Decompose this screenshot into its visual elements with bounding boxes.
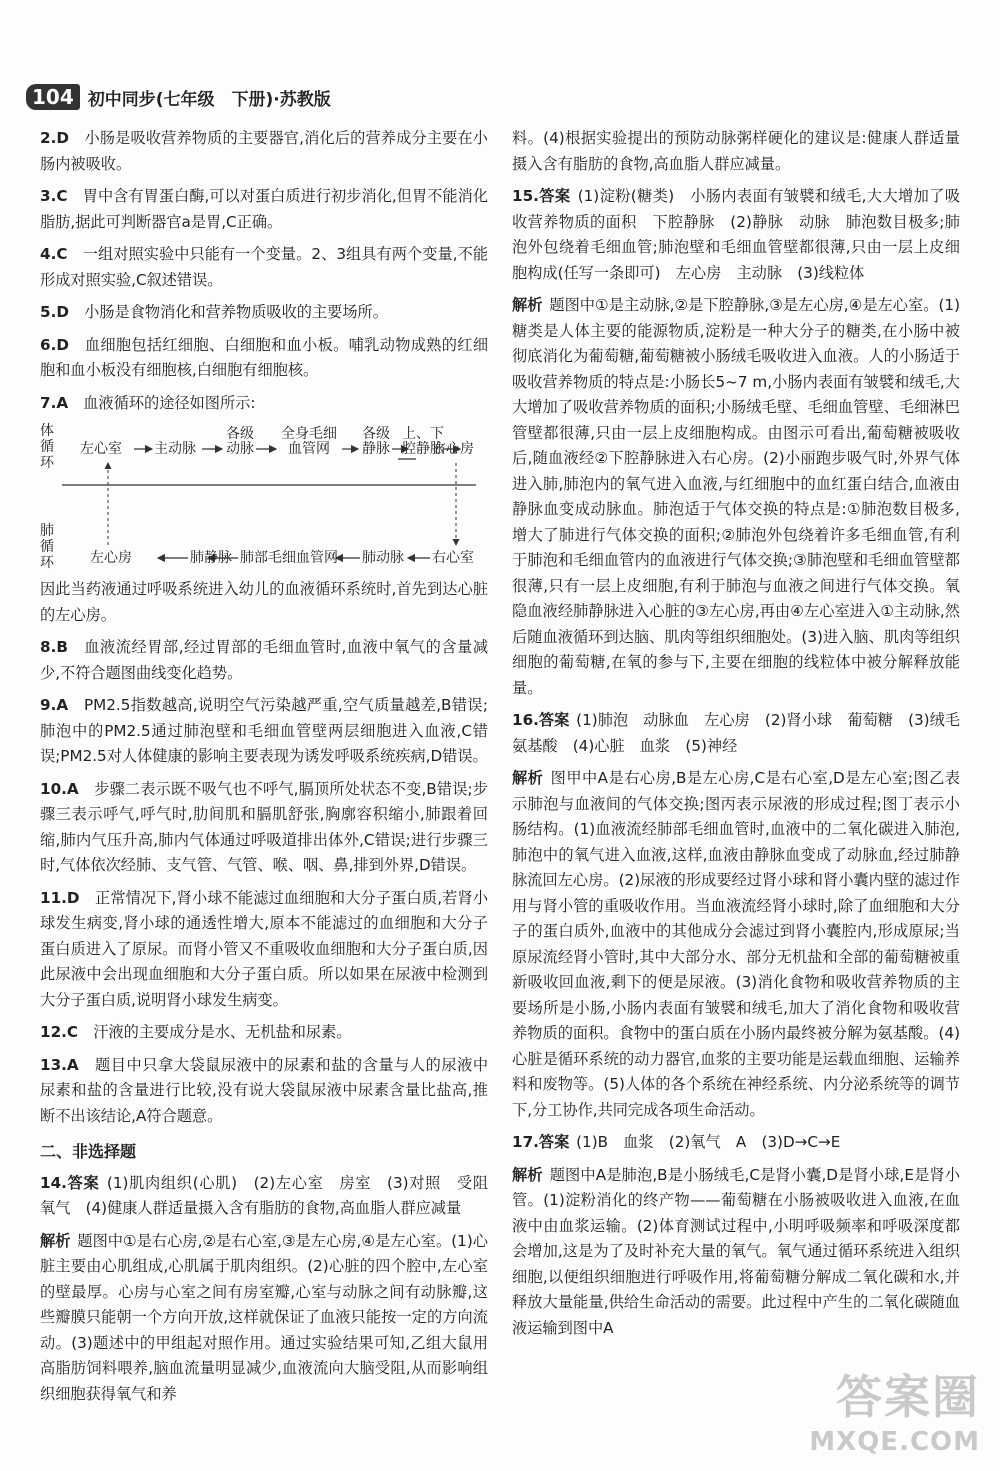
answer-label: 答案 [538,1133,570,1151]
answer-label: 答案 [538,711,570,729]
answer-item [40,300,488,326]
answer-item [40,242,488,293]
question-number: 17. [512,1133,539,1151]
answer-text: 因此当药液通过呼吸系统进入幼儿的血液循环系统时,首先到达心脏的左心房。 [40,580,488,624]
answer-item [40,577,488,628]
page-header [26,84,331,110]
analysis-text: 题图中①是右心房,②是右心室,③是左心房,④是左心室。(1)心脏主要由心肌组成,心肌属于肌肉组织。(2)心脏的四个腔中,左心室的壁最厚。心房与心室之间有房室瓣,心室与动脉之间有动脉瓣,这些瓣膜只能朝一个方向开放,这样就保证了血液只能按一定的方向流动。(3)题述中的甲组起对照作用。通过实验结果可知,乙组大鼠用高脂肪饲料喂养,脑血流量明显减少,血液流向大脑受阻,从而影响组织细胞获得氧气和养 [40,1231,488,1403]
answer-item [40,693,488,770]
answer-text: 小肠是吸收营养物质的主要器官,消化后的营养成分主要在小肠内被吸收。 [40,129,488,173]
site-watermark [809,1361,980,1457]
answer-text: 正常情况下,肾小球不能滤过血细胞和大分子蛋白质,若肾小球发生病变,肾小球的通透性增大,原本不能滤过的血细胞和大分子蛋白质进入了原尿。而肾小管又不重吸收血细胞和大分子蛋白质,因此尿液中会出现血细胞和大分子蛋白质。所以如果在尿液中检测到大分子蛋白质,说明肾小球发生病变。 [40,888,489,1009]
answer-text: 小肠是食物消化和营养物质吸收的主要场所。 [84,303,388,321]
pulmonary-circulation-label: 肺循环 [40,523,54,571]
question-number: 8.B [40,638,68,656]
question-number: 2.D [40,129,69,147]
left-column [40,126,504,1414]
blood-circulation-diagram [40,423,488,573]
question-number: 16. [512,711,539,729]
answer-text: 一组对照实验中只能有一个变量。2、3组具有两个变量,不能形成对照实验,C叙述错误。 [40,245,489,289]
answer-text: (1)B 血浆 (2)氧气 A (3)D→C→E [576,1133,841,1151]
node-left-atrium: 左心房 [90,550,132,566]
node-vena-cava: 上、下腔静脉 [402,426,444,457]
question-number: 10.A [40,779,79,798]
answer-text: 汗液的主要成分是水、无机盐和尿素。 [93,1023,352,1041]
section-title: 二、非选择题 [40,1142,137,1161]
node-right-atrium: 右心房 [432,441,474,457]
question-number: 9.A [40,696,69,714]
watermark-logo-text: 答案圈 [836,1370,980,1424]
answer-text: 血细胞包括红细胞、白细胞和血小板。哺乳动物成熟的红细胞和血小板没有细胞核,白细胞有细胞核。 [40,335,489,379]
answer-text: 题目中只拿大袋鼠尿液中的尿素和盐的含量与人的尿液中尿素和盐的含量进行比较,没有说大袋鼠尿液中尿素含量比盐高,推断不出该结论,A符合题意。 [40,1055,489,1125]
analysis-label: 解析 [40,1231,71,1250]
watermark-url: MXQE.COM [809,1427,980,1457]
answer-text: 血液循环的途径如图所示: [83,393,256,412]
node-left-ventricle: 左心室 [80,441,122,457]
answer-text: 胃中含有胃蛋白酶,可以对蛋白质进行初步消化,但胃不能消化脂肪,据此可判断器官a是胃,C正确。 [40,187,489,231]
answer-item [40,886,488,1014]
analysis-16 [512,766,960,1123]
question-15 [512,184,960,286]
node-lung-capillaries: 肺部毛细血管网 [240,550,338,566]
node-body-capillaries: 全身毛细血管网 [281,426,337,457]
question-number: 13.A [40,1055,79,1074]
question-number: 4.C [40,245,68,263]
answer-label: 答案 [538,187,571,205]
answer-item [40,1020,488,1046]
node-arteries: 各级动脉 [226,426,254,457]
answer-item [40,777,488,879]
answer-text: (1)淀粉(糖类) 小肠内表面有皱襞和绒毛,大大增加了吸收营养物质的面积 下腔静脉 (2)静脉 动脉 肺泡数目极多;肺泡外包绕着毛细血管;肺泡壁和毛细血管壁都很薄,只由一层上皮细胞构成(任写一条即可) 左心房 主动脉 (3)线粒体 [512,187,961,282]
question-number: 7.A [40,393,69,412]
answer-text: 血液流经胃部,经过胃部的毛细血管时,血液中氧气的含量减少,不符合题图曲线变化趋势。 [40,638,489,682]
question-number: 15. [512,187,539,205]
node-pulmonary-artery: 肺动脉 [362,550,404,566]
question-16 [512,708,976,759]
right-column [512,126,976,1348]
question-number: 3.C [40,187,68,205]
node-aorta: 主动脉 [154,441,196,457]
analysis-label: 解析 [512,1165,543,1184]
question-14-continued: 料。(4)根据实验提出的预防动脉粥样硬化的建议是:健康人群适量摄入含有脂肪的食物,高血脂人群应减量。 [512,129,960,173]
answer-item [40,391,488,417]
page-number: 104 [26,84,80,110]
analysis-text: 题图中A是肺泡,B是小肠绒毛,C是肾小囊,D是肾小球,E是肾小管。(1)淀粉消化的终产物——葡萄糖在小肠被吸收进入血液,在血液中由血浆运输。(2)体育测试过程中,小明呼吸频率和呼吸深度都会增加,这是为了及时补充大量的氧气。氧气通过循环系统进入组织细胞,以便组织细胞进行呼吸作用,将葡萄糖分解成二氧化碳和水,并释放大量能量,供给生命活动的需要。此过程中产生的二氧化碳随血液运输到图中A [512,1165,961,1337]
answer-item [40,126,488,177]
answer-text: PM2.5指数越高,说明空气污染越严重,空气质量越差,B错误;肺泡中的PM2.5通过肺泡壁和毛细血管壁两层细胞进入血液,C错误;PM2.5对人体健康的影响主要表现为诱发呼吸系统疾病,D错误。 [40,696,489,765]
answer-item [40,333,488,384]
node-veins: 各级静脉 [362,426,390,457]
book-title: 初中同步(七年级 下册)·苏教版 [87,89,331,110]
answer-item [40,1053,488,1130]
systemic-circulation-label: 体循环 [40,423,54,471]
analysis-14 [40,1229,488,1408]
question-17 [512,1130,960,1156]
question-number: 12.C [40,1023,79,1041]
analysis-text: 图甲中A是右心房,B是左心房,C是右心室,D是左心室;图乙表示肺泡与血液间的气体交换;图丙表示尿液的形成过程;图丁表示小肠结构。(1)血液流经肺部毛细血管时,血液中的二氧化碳进入肺泡,肺泡中的氧气进入血液,这样,血液由静脉血变成了动脉血,经过肺静脉流回左心房。(2)尿液的形成要经过肾小球和肾小囊内壁的滤过作用与肾小管的重吸收作用。当血液流经肾小球时,除了血细胞和大分子的蛋白质外,血液中的其他成分会滤过到肾小囊腔内,形成原尿;当原尿流经肾小管时,其中大部分水、部分无机盐和全部的葡萄糖被重新吸收回血液,剩下的便是尿液。(3)消化食物和吸收营养物质的主要场所是小肠,小肠内表面有皱襞和绒毛,加大了消化食物和吸收营养物质的面积。食物中的蛋白质在小肠内最终被分解为氨基酸。(4)心脏是循环系统的动力器官,血浆的主要功能是运载血细胞、运输养料和废物等。(5)人体的各个系统在神经系统、内分泌系统等的调节下,分工协作,共同完成各项生命活动。 [512,769,960,1119]
question-number: 11.D [40,888,80,907]
answer-list-bottom [40,577,488,1129]
node-right-ventricle: 右心室 [432,550,474,566]
analysis-label: 解析 [512,769,544,787]
answer-list-top [40,126,488,416]
answer-text: 步骤二表示既不吸气也不呼气,膈顶所处状态不变,B错误;步骤三表示呼气,呼气时,肋间肌和膈肌舒张,胸廓容积缩小,肺跟着回缩,肺内气压升高,肺内气体通过呼吸道排出体外,C错误;进行步骤三时,气体依次经肺、支气管、气管、喉、咽、鼻,排到外界,D错误。 [40,779,488,874]
question-number: 6.D [40,335,69,354]
analysis-label: 解析 [512,296,543,314]
node-pulmonary-vein: 肺静脉 [190,550,232,566]
answer-item [40,184,488,235]
answer-label: 答案 [66,1173,100,1192]
analysis-text: 题图中①是主动脉,②是下腔静脉,③是左心房,④是左心室。(1)糖类是人体主要的能源物质,淀粉是一种大分子的糖类,在小肠中被彻底消化为葡萄糖,葡萄糖被小肠绒毛吸收进入血液。人的小肠适于吸收营养物质的特点是:小肠长5~7 m,小肠内表面有皱襞和绒毛,大大增加了吸收营养物质的面积;小肠绒毛壁、毛细血管壁、毛细淋巴管壁都很薄,只由一层上皮细胞构成。由图示可看出,葡萄糖被吸收后,随血液经②下腔静脉进入右心房。(2)小丽跑步吸气时,外界气体进入肺,肺泡内的氧气进入血液,与红细胞中的血红蛋白结合,血液由静脉血变成动脉血。肺泡适于气体交换的特点是:①肺泡数目极多,增大了肺进行气体交换的面积;②肺泡外包绕着许多毛细血管,有利于肺泡和毛细血管内的血液进行气体交换;③肺泡壁和毛细血管壁都很薄,只有一层上皮细胞,有利于肺泡与血液之间进行气体交换。氧隐血液经肺静脉进入心脏的③左心房,再由④左心室进入①主动脉,然后随血液循环到达脑、肌肉等组织细胞处。(3)进入脑、肌肉等组织细胞的葡萄糖,在氧的参与下,主要在细胞的线粒体中被分解释放能量。 [512,296,960,697]
question-number: 5.D [40,303,69,321]
answer-text: (1)肌肉组织(心肌) (2)左心室 房室 (3)对照 受阻 氧气 (4)健康人群适量摄入含有脂肪的食物,高血脂人群应减量 [40,1173,504,1217]
answer-text: (1)肺泡 动脉血 左心房 (2)肾小球 葡萄糖 (3)绒毛 氨基酸 (4)心脏 血浆 (5)神经 [512,711,976,755]
analysis-17 [512,1163,960,1342]
question-number: 14. [40,1173,67,1192]
question-14 [40,1171,504,1222]
answer-item [40,635,488,686]
analysis-15 [512,293,960,701]
